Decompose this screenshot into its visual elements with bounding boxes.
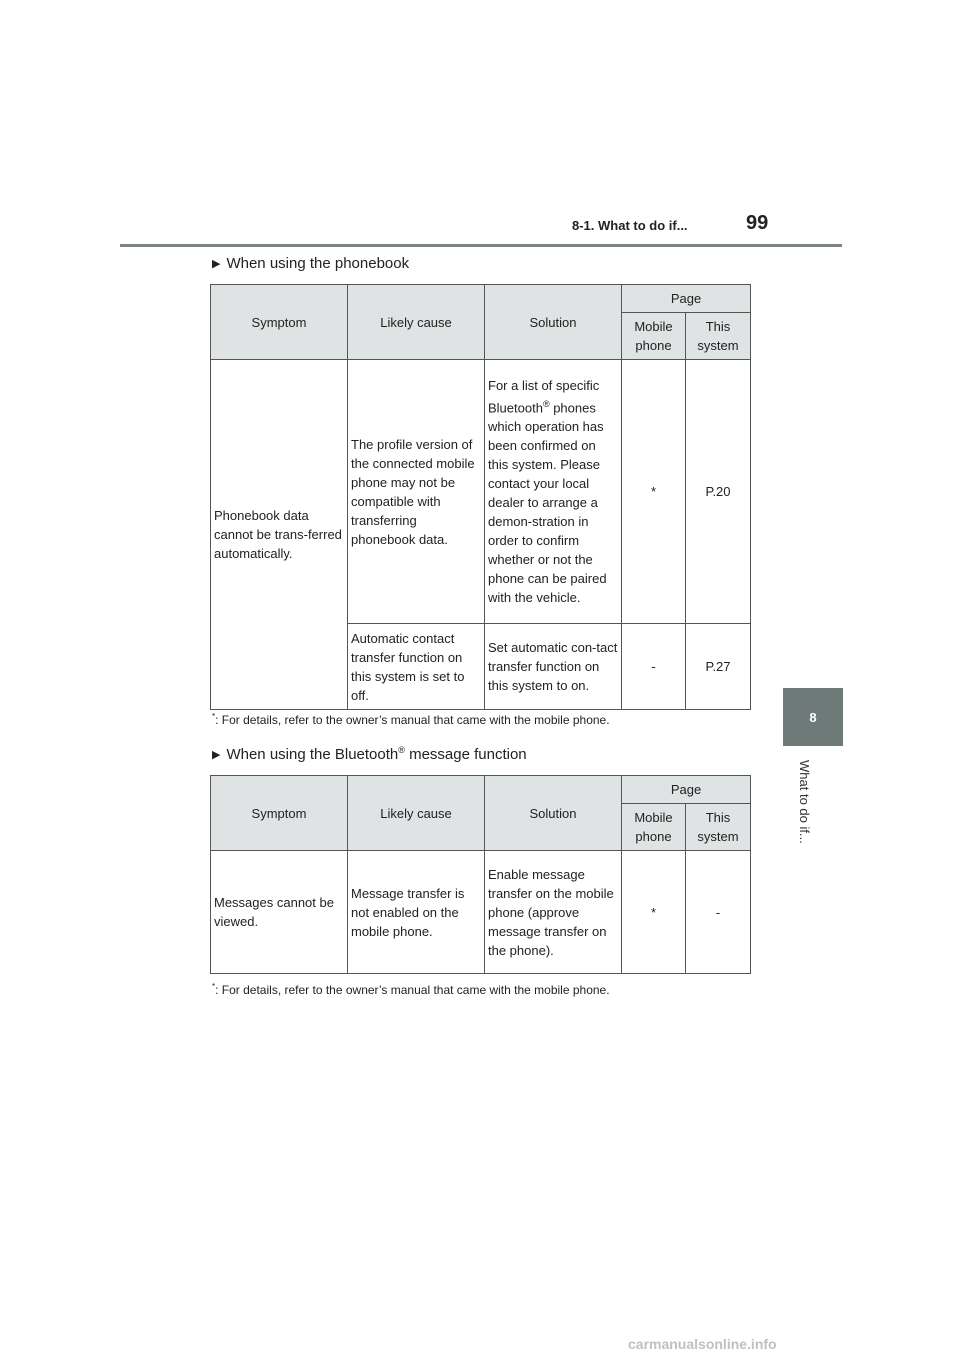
mobile-phone-cell: * — [622, 851, 686, 974]
solution-text: phones which operation has been confirmed on this system. Please contact your local dealer to arrange a demon-stration in order to confirm whether or not the phone can be paired with the vehicle. — [488, 400, 607, 606]
phonebook-table — [210, 284, 751, 710]
col-likely-cause: Likely cause — [348, 776, 485, 851]
registered-mark: ® — [398, 745, 405, 755]
solution-cell: Set automatic con-tact transfer function on this system to on. — [485, 624, 622, 710]
col-symptom: Symptom — [211, 776, 348, 851]
table-header-row — [211, 285, 751, 313]
page-number: 99 — [746, 212, 769, 234]
heading-text: message function — [404, 746, 527, 763]
header-divider — [120, 244, 842, 247]
footnote-message — [212, 982, 610, 997]
col-likely-cause: Likely cause — [348, 285, 485, 360]
this-system-page-link[interactable]: P.20 — [686, 360, 751, 624]
solution-cell: Enable message transfer on the mobile phone (approve message transfer on the phone). — [485, 851, 622, 974]
section-heading-message — [212, 745, 527, 763]
footnote-text: : For details, refer to the owner’s manual that came with the mobile phone. — [215, 713, 610, 727]
triangle-right-icon: ▶ — [212, 258, 221, 270]
table-row — [211, 360, 751, 624]
section-heading-phonebook — [212, 255, 409, 272]
col-solution: Solution — [485, 776, 622, 851]
triangle-right-icon: ▶ — [212, 749, 221, 761]
message-table — [210, 775, 751, 974]
cause-cell: The profile version of the connected mobile phone may not be compatible with transferring phonebook data. — [348, 360, 485, 624]
col-this-system: This system — [686, 313, 751, 360]
col-solution: Solution — [485, 285, 622, 360]
footnote-mark: * — [212, 982, 216, 991]
mobile-phone-cell: - — [622, 624, 686, 710]
symptom-cell: Messages cannot be viewed. — [211, 851, 348, 974]
heading-text: When using the phonebook — [226, 255, 410, 272]
col-mobile-phone: Mobile phone — [622, 313, 686, 360]
chapter-tab: 8 — [783, 688, 843, 746]
col-page: Page — [622, 776, 751, 804]
chapter-label: What to do if... — [797, 760, 812, 844]
table-row — [211, 851, 751, 974]
col-mobile-phone: Mobile phone — [622, 804, 686, 851]
solution-text: For a list of specific Bluetooth — [488, 377, 600, 416]
section-title: 8-1. What to do if... — [572, 218, 688, 233]
cause-cell: Message transfer is not enabled on the mobile phone. — [348, 851, 485, 974]
solution-cell — [485, 360, 622, 624]
col-this-system: This system — [686, 804, 751, 851]
mobile-phone-cell: * — [622, 360, 686, 624]
symptom-cell: Phonebook data cannot be trans-ferred automatically. — [211, 360, 348, 710]
cause-cell: Automatic contact transfer function on this system is set to off. — [348, 624, 485, 710]
registered-mark: ® — [542, 398, 550, 409]
this-system-cell: - — [686, 851, 751, 974]
col-page: Page — [622, 285, 751, 313]
footnote-mark: * — [212, 712, 216, 721]
heading-text: When using the Bluetooth — [226, 746, 399, 763]
footnote-phonebook — [212, 712, 610, 727]
footnote-text: : For details, refer to the owner’s manual that came with the mobile phone. — [215, 983, 610, 997]
this-system-page-link[interactable]: P.27 — [686, 624, 751, 710]
col-symptom: Symptom — [211, 285, 348, 360]
table-header-row — [211, 776, 751, 804]
watermark: carmanualsonline.info — [628, 1336, 777, 1352]
